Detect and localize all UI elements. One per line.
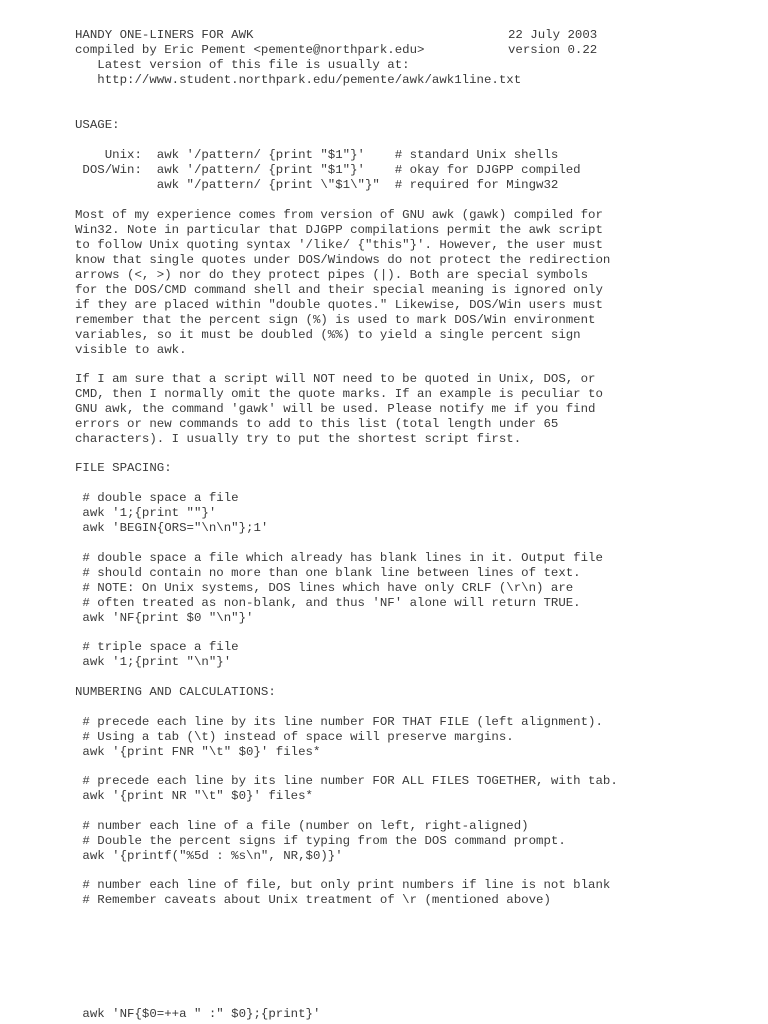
paragraph-line: characters). I usually try to put the shortest script first. — [75, 432, 522, 446]
usage-line-unix: Unix: awk '/pattern/ {print "$1"}' # standard Unix shells — [75, 148, 559, 162]
usage-line-mingw: awk "/pattern/ {print \"$1\"}" # required for Mingw32 — [75, 178, 559, 192]
code-line: awk '{print NR "\t" $0}' files* — [75, 789, 313, 803]
code-comment: # double space a file — [75, 491, 239, 505]
code-comment: # NOTE: On Unix systems, DOS lines which have only CRLF (\r\n) are — [75, 581, 574, 595]
code-line: awk '1;{print "\n"}' — [75, 655, 232, 669]
code-comment: # number each line of a file (number on left, right-aligned) — [75, 819, 529, 833]
paragraph-line: visible to awk. — [75, 343, 187, 357]
code-comment: # often treated as non-blank, and thus 'NF' alone will return TRUE. — [75, 596, 581, 610]
document-title: HANDY ONE-LINERS FOR AWK — [75, 28, 254, 42]
paragraph-line: arrows (<, >) nor do they protect pipes (|). Both are special symbols — [75, 268, 589, 282]
version-label: version 0.22 — [508, 43, 598, 57]
paragraph-line: Most of my experience comes from version of GNU awk (gawk) compiled for — [75, 208, 603, 222]
paragraph-line: If I am sure that a script will NOT need to be quoted in Unix, DOS, or — [75, 372, 596, 386]
paragraph-line: know that single quotes under DOS/Windows do not protect the redirection — [75, 253, 611, 267]
code-comment: # double space a file which already has blank lines in it. Output file — [75, 551, 603, 565]
paragraph-line: CMD, then I normally omit the quote marks. If an example is peculiar to — [75, 387, 603, 401]
code-line: awk '{print FNR "\t" $0}' files* — [75, 745, 321, 759]
code-comment: # Using a tab (\t) instead of space will preserve margins. — [75, 730, 514, 744]
document-date: 22 July 2003 — [508, 28, 598, 42]
paragraph-line: GNU awk, the command 'gawk' will be used. Please notify me if you find — [75, 402, 596, 416]
code-comment: # Double the percent signs if typing from the DOS command prompt. — [75, 834, 566, 848]
paragraph-line: if they are placed within "double quotes." Likewise, DOS/Win users must — [75, 298, 603, 312]
code-line: awk '1;{print ""}' — [75, 506, 217, 520]
latest-version-note: Latest version of this file is usually at: — [75, 58, 410, 72]
paragraph-line: for the DOS/CMD command shell and their special meaning is ignored only — [75, 283, 603, 297]
code-comment: # Remember caveats about Unix treatment of \r (mentioned above) — [75, 893, 551, 907]
source-url: http://www.student.northpark.edu/pemente/awk/awk1line.txt — [75, 73, 522, 87]
paragraph-line: to follow Unix quoting syntax '/like/ {"this"}'. However, the user must — [75, 238, 603, 252]
code-comment: # number each line of file, but only print numbers if line is not blank — [75, 878, 611, 892]
usage-line-doswin: DOS/Win: awk '/pattern/ {print "$1"}' # okay for DJGPP compiled — [75, 163, 581, 177]
code-comment: # precede each line by its line number FOR ALL FILES TOGETHER, with tab. — [75, 774, 618, 788]
paragraph-line: Win32. Note in particular that DJGPP compilations permit the awk script — [75, 223, 603, 237]
code-comment: # triple space a file — [75, 640, 239, 654]
code-comment: # should contain no more than one blank line between lines of text. — [75, 566, 581, 580]
code-line: awk 'NF{$0=++a " :" $0};{print}' — [75, 1007, 321, 1021]
code-line: awk '{printf("%5d : %s\n", NR,$0)}' — [75, 849, 343, 863]
paragraph-line: variables, so it must be doubled (%%) to yield a single percent sign — [75, 328, 581, 342]
code-comment: # precede each line by its line number FOR THAT FILE (left alignment). — [75, 715, 603, 729]
code-line: awk 'BEGIN{ORS="\n\n"};1' — [75, 521, 269, 535]
usage-heading: USAGE: — [75, 118, 120, 132]
code-line: awk 'NF{print $0 "\n"}' — [75, 611, 254, 625]
numbering-heading: NUMBERING AND CALCULATIONS: — [75, 685, 276, 699]
file-spacing-heading: FILE SPACING: — [75, 461, 172, 475]
paragraph-line: errors or new commands to add to this list (total length under 65 — [75, 417, 559, 431]
author-line: compiled by Eric Pement <pemente@northpark.edu> — [75, 43, 425, 57]
paragraph-line: remember that the percent sign (%) is used to mark DOS/Win environment — [75, 313, 596, 327]
